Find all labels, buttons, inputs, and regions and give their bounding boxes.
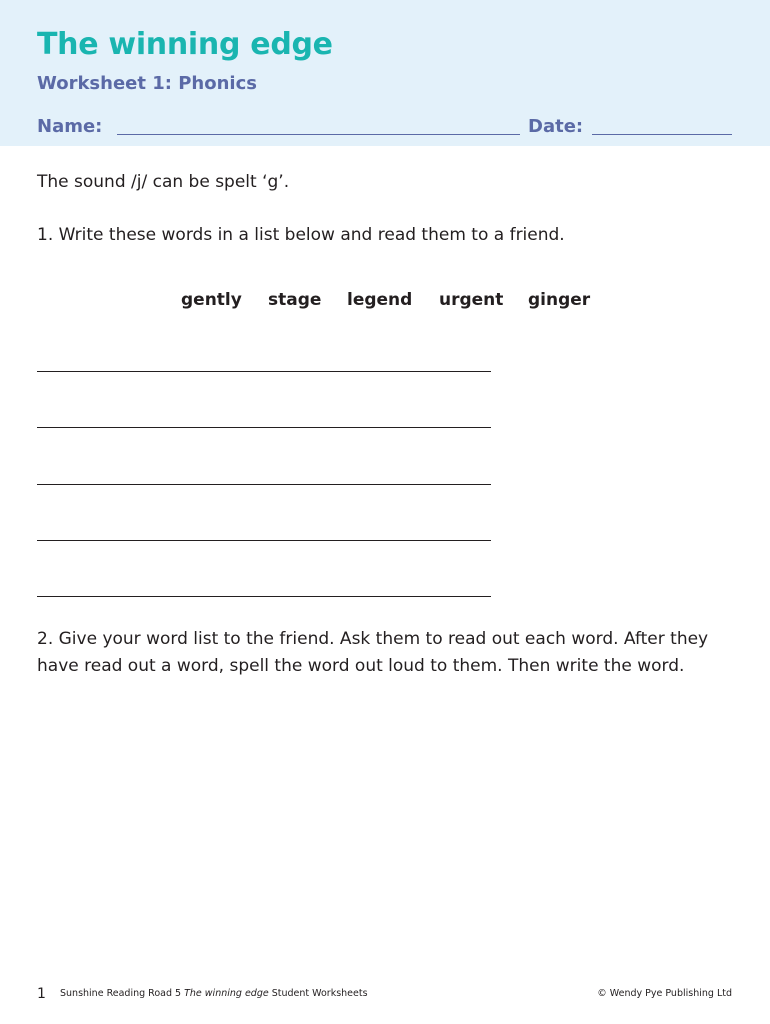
- footer-book-title: The winning edge: [184, 988, 269, 999]
- date-label: Date:: [528, 116, 584, 137]
- task-2-instruction: 2. Give your word list to the friend. Ask them to read out each word. After they have read out a word, spell the word out loud to them. Then write the word.: [37, 629, 709, 676]
- page-number: 1: [37, 986, 46, 1002]
- word-legend: legend: [347, 290, 413, 310]
- writing-line[interactable]: [37, 484, 491, 485]
- word-list: [0, 290, 770, 316]
- writing-line[interactable]: [37, 427, 491, 428]
- writing-line[interactable]: [37, 596, 491, 597]
- name-blank-line[interactable]: [117, 134, 520, 135]
- task-1-instruction: 1. Write these words in a list below and read them to a friend.: [37, 225, 565, 245]
- worksheet-subtitle: Worksheet 1: Phonics: [37, 73, 257, 94]
- word-stage: stage: [268, 290, 322, 310]
- writing-line[interactable]: [37, 371, 491, 372]
- name-label: Name:: [37, 116, 103, 137]
- footer-series-name: Sunshine Reading Road 5: [60, 988, 182, 999]
- writing-line[interactable]: [37, 540, 491, 541]
- date-blank-line[interactable]: [592, 134, 732, 135]
- footer-suffix: Student Worksheets: [271, 988, 368, 999]
- worksheet-title: The winning edge: [37, 27, 333, 62]
- word-ginger: ginger: [528, 290, 591, 310]
- footer-copyright: © Wendy Pye Publishing Ltd: [597, 988, 732, 999]
- intro-text: The sound /j/ can be spelt ‘g’.: [37, 172, 290, 192]
- footer-series: [60, 988, 368, 999]
- word-gently: gently: [181, 290, 242, 310]
- worksheet-header: [0, 0, 770, 146]
- word-urgent: urgent: [439, 290, 504, 310]
